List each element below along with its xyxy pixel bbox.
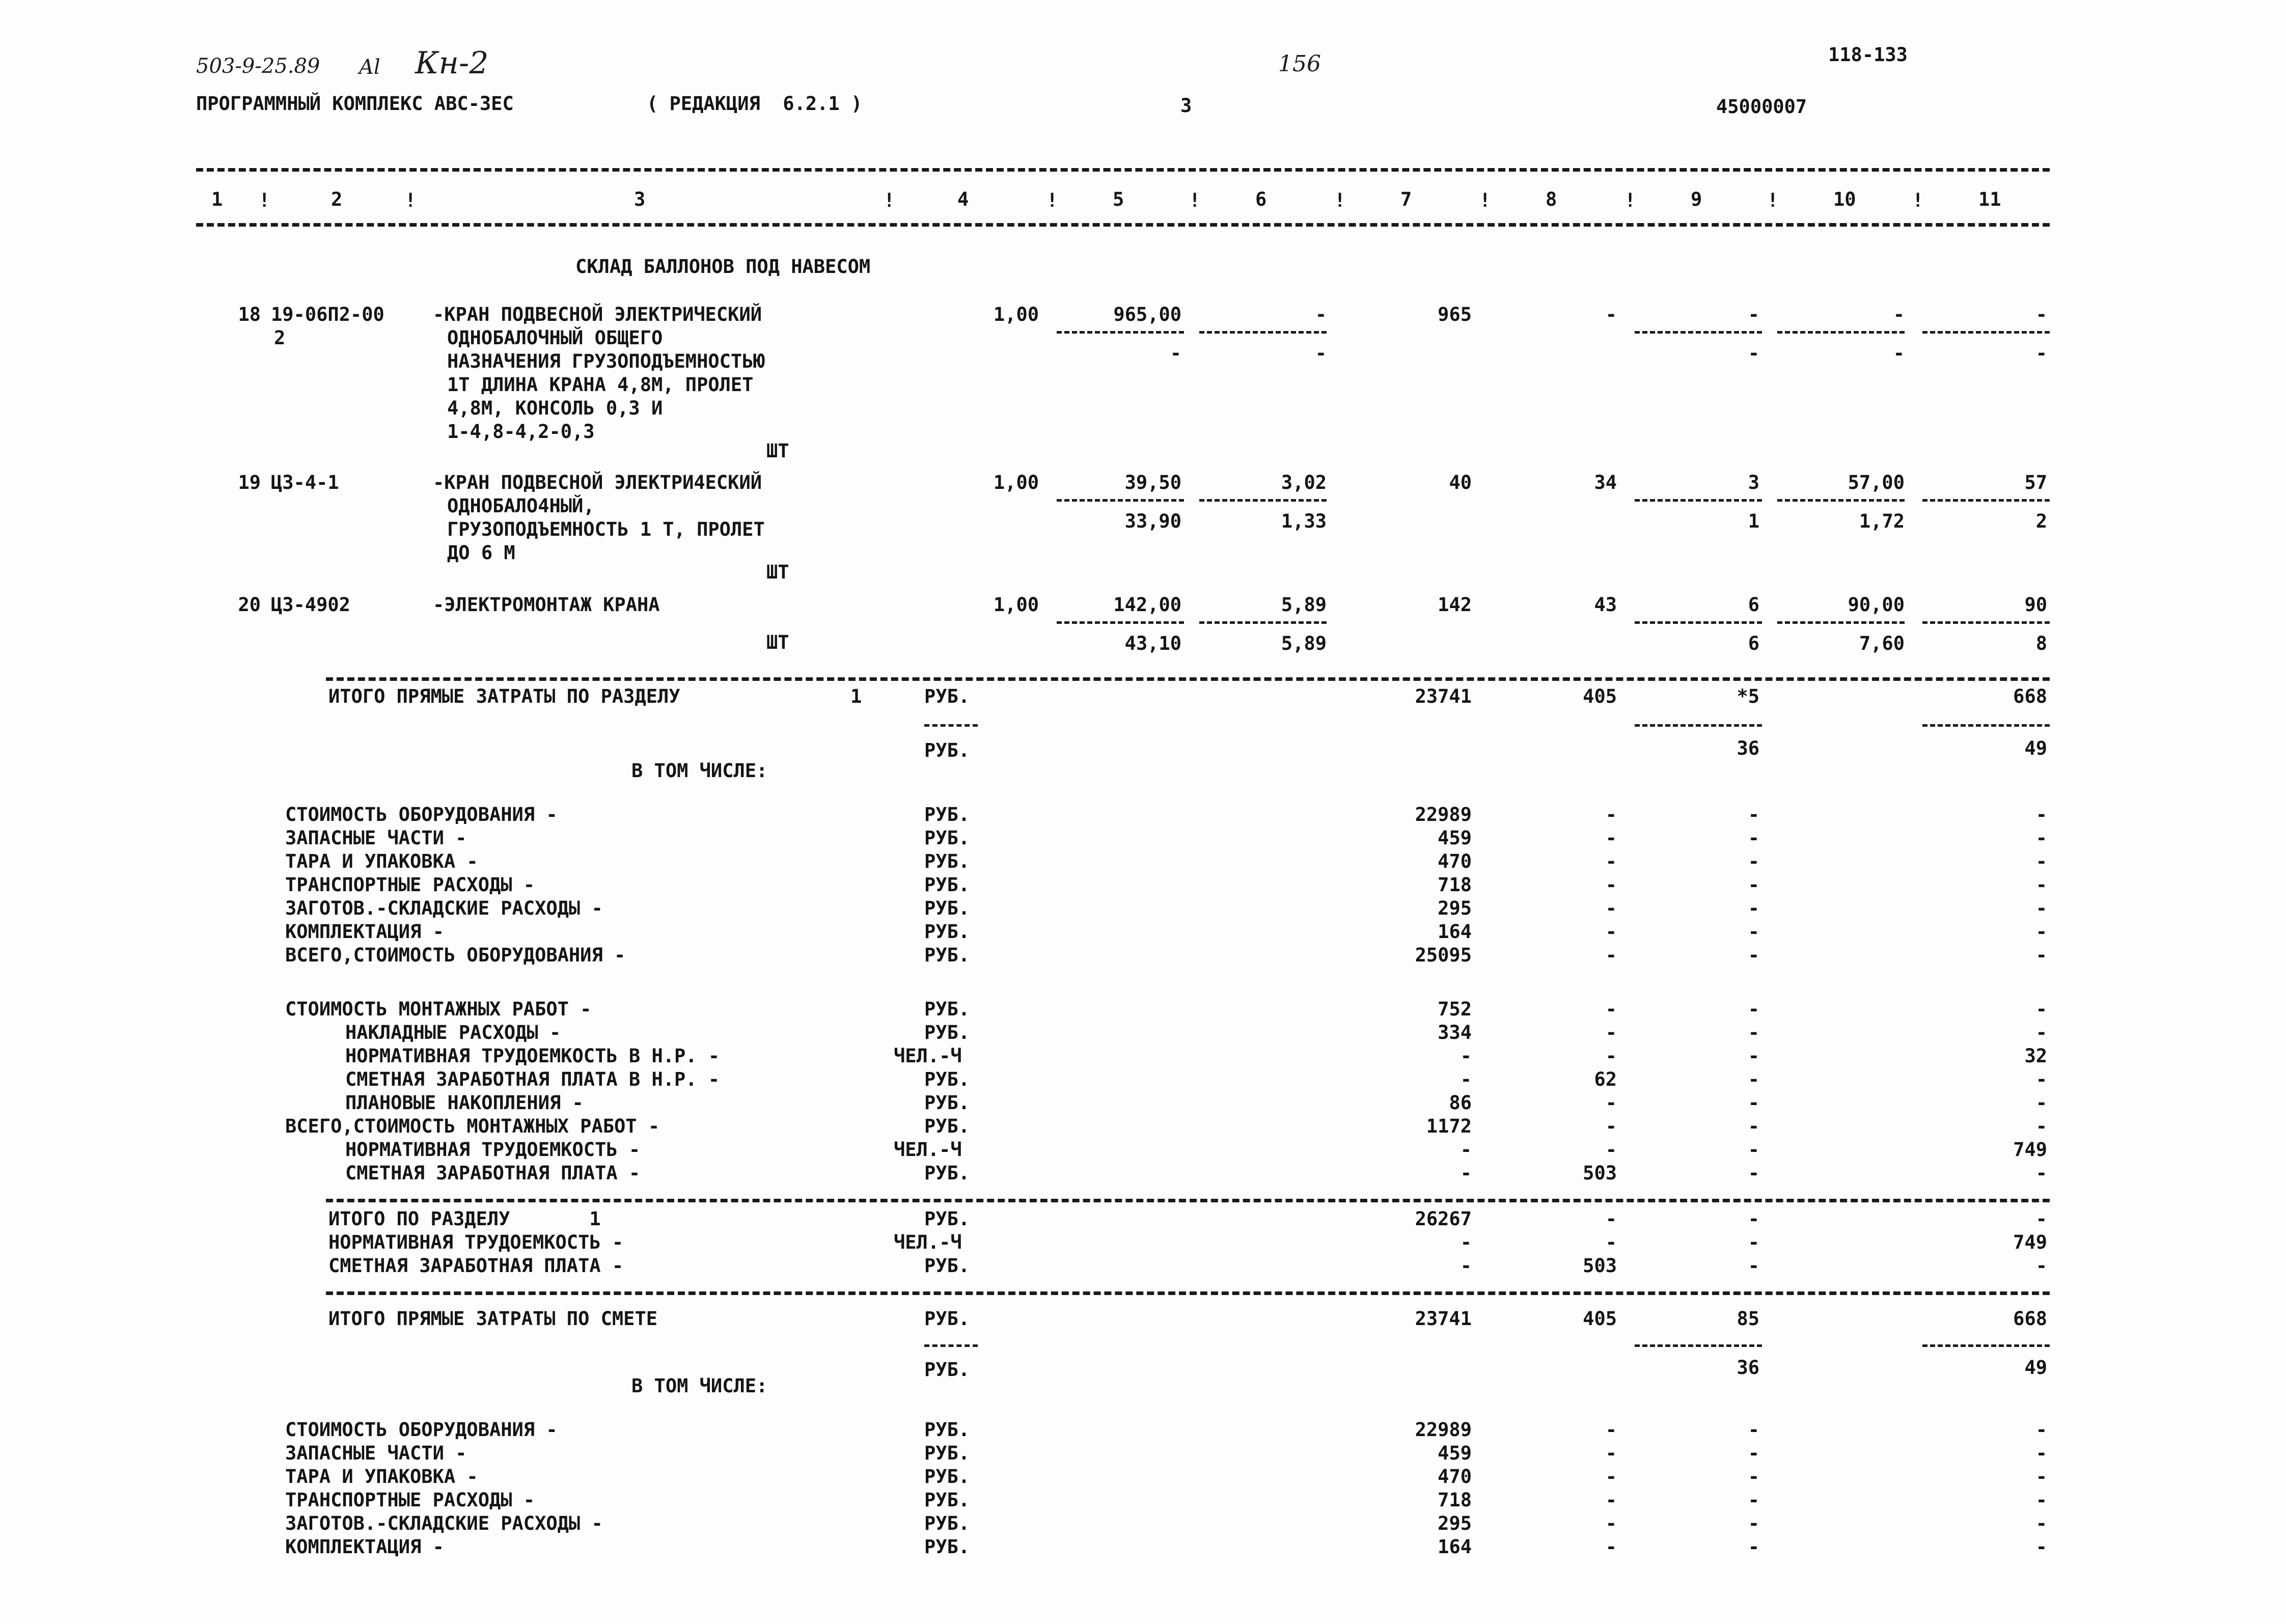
section-total-label: ИТОГО ПРЯМЫЕ ЗАТРАТЫ ПО РАЗДЕЛУ — [328, 685, 680, 707]
breakdown-c11: - — [2035, 897, 2047, 919]
breakdown-c8: - — [1605, 1115, 1617, 1137]
item-description-line: 4,8М, КОНСОЛЬ 0,3 И — [447, 397, 663, 419]
breakdown-c7: 752 — [1438, 998, 1472, 1020]
summary-c8: 503 — [1583, 1255, 1617, 1277]
item-unit: ШТ — [766, 631, 789, 653]
item-value-c4: 1,00 — [993, 304, 1039, 325]
value-rule — [1777, 621, 1905, 624]
breakdown-c7: 470 — [1438, 850, 1472, 872]
section-total-unit-2: РУБ. — [924, 739, 970, 761]
item-value-c10b: 1,72 — [1859, 510, 1905, 532]
breakdown-unit: РУБ. — [924, 874, 970, 896]
handwritten-book: Кн-2 — [415, 45, 489, 81]
breakdown-c9: - — [1748, 1139, 1759, 1161]
breakdown-unit: ЧЕЛ.-Ч — [894, 1139, 962, 1161]
breakdown-unit: РУБ. — [924, 1092, 970, 1114]
breakdown-c7: 164 — [1438, 921, 1472, 943]
section-total-c11b: 49 — [2024, 737, 2047, 759]
breakdown-unit: РУБ. — [924, 998, 970, 1020]
breakdown-label: ТАРА И УПАКОВКА - — [285, 850, 478, 872]
breakdown-c11: - — [2035, 804, 2047, 825]
value-rule — [1199, 621, 1327, 624]
summary-c11: 749 — [2013, 1231, 2047, 1253]
breakdown-c8: - — [1605, 921, 1617, 943]
breakdown-c9: - — [1748, 897, 1759, 919]
column-separator: ! — [1189, 189, 1201, 211]
estimate-total-c11: 668 — [2013, 1308, 2047, 1330]
column-number: 2 — [331, 188, 343, 210]
breakdown-c8: - — [1605, 1092, 1617, 1114]
breakdown-c8: - — [1605, 1536, 1617, 1558]
item-number: 20 — [238, 594, 261, 616]
summary-c7: 26267 — [1415, 1208, 1472, 1230]
breakdown-c11: - — [2035, 827, 2047, 849]
value-rule — [1057, 331, 1184, 334]
breakdown-c7: - — [1460, 1045, 1472, 1067]
item-value-c9b: 6 — [1748, 632, 1759, 654]
item-value-c11b: 2 — [2035, 510, 2047, 532]
value-rule — [1199, 499, 1327, 502]
breakdown-unit: РУБ. — [924, 804, 970, 825]
item-description-line: ОДНОБАЛО4НЫЙ, — [447, 495, 595, 517]
item-value-c5b: 43,10 — [1124, 632, 1181, 654]
section-total-c7: 23741 — [1415, 685, 1472, 707]
section-total-c9: *5 — [1737, 685, 1759, 707]
column-number: 8 — [1546, 188, 1557, 210]
item-value-c11b: 8 — [2035, 632, 2047, 654]
column-number: 7 — [1400, 188, 1412, 210]
item-number: 19 — [238, 472, 261, 493]
breakdown-c8: - — [1605, 850, 1617, 872]
value-rule — [1777, 331, 1905, 334]
breakdown-c9: - — [1748, 1115, 1759, 1137]
breakdown-c8: - — [1605, 874, 1617, 896]
item-description-line: 1-4,8-4,2-0,3 — [447, 421, 595, 443]
item-value-c6: 5,89 — [1281, 594, 1327, 616]
summary-label: НОРМАТИВНАЯ ТРУДОЕМКОСТЬ - — [328, 1231, 624, 1253]
breakdown-c7: 25095 — [1415, 944, 1472, 966]
item-value-c9b: - — [1748, 342, 1759, 364]
item-value-c7: 40 — [1449, 472, 1472, 493]
estimate-total-c7: 23741 — [1415, 1308, 1472, 1330]
breakdown-c9: - — [1748, 874, 1759, 896]
breakdown-c7: 86 — [1449, 1092, 1472, 1114]
breakdown-c11: - — [2035, 1466, 2047, 1488]
including-heading: В ТОМ ЧИСЛЕ: — [631, 760, 768, 782]
column-separator: ! — [405, 189, 417, 211]
summary-label: ИТОГО ПО РАЗДЕЛУ 1 — [328, 1208, 601, 1230]
breakdown-c7: 718 — [1438, 874, 1472, 896]
item-value-c6b: - — [1315, 342, 1327, 364]
value-rule — [1922, 724, 2050, 727]
section-summary-rule — [326, 1199, 2050, 1202]
breakdown-c9: - — [1748, 1489, 1759, 1511]
breakdown-c9: - — [1748, 921, 1759, 943]
column-number: 9 — [1691, 188, 1702, 210]
breakdown-unit: РУБ. — [924, 897, 970, 919]
breakdown-c7: 1172 — [1426, 1115, 1472, 1137]
breakdown-c7: - — [1460, 1139, 1472, 1161]
column-number: 5 — [1113, 188, 1124, 210]
breakdown-label: ЗАПАСНЫЕ ЧАСТИ - — [285, 1442, 467, 1464]
breakdown-label: ВСЕГО,СТОИМОСТЬ МОНТАЖНЫХ РАБОТ - — [285, 1115, 660, 1137]
item-value-c10b: 7,60 — [1859, 632, 1905, 654]
item-value-c11: 90 — [2024, 594, 2047, 616]
breakdown-c7: - — [1460, 1162, 1472, 1184]
breakdown-c8: - — [1605, 1139, 1617, 1161]
summary-c7: - — [1460, 1255, 1472, 1277]
item-value-c6b: 5,89 — [1281, 632, 1327, 654]
item-value-c10: 57,00 — [1848, 472, 1905, 493]
item-value-c11: 57 — [2024, 472, 2047, 493]
breakdown-c8: - — [1605, 1442, 1617, 1464]
edition: ( РЕДАКЦИЯ 6.2.1 ) — [647, 93, 863, 115]
item-unit: ШТ — [766, 440, 789, 462]
breakdown-unit: РУБ. — [924, 1115, 970, 1137]
breakdown-unit: РУБ. — [924, 1536, 970, 1558]
estimate-total-c8: 405 — [1583, 1308, 1617, 1330]
item-description-line: ОДНОБАЛОЧНЫЙ ОБЩЕГО — [447, 327, 663, 349]
breakdown-unit: РУБ. — [924, 850, 970, 872]
breakdown-c7: 718 — [1438, 1489, 1472, 1511]
column-separator: ! — [1334, 189, 1346, 211]
breakdown-c8: - — [1605, 1466, 1617, 1488]
breakdown-c11: - — [2035, 944, 2047, 966]
item-description-line: -КРАН ПОДВЕСНОЙ ЭЛЕКТРИЧЕСКИЙ — [433, 304, 762, 325]
breakdown-c8: 62 — [1594, 1068, 1617, 1090]
value-rule — [1635, 499, 1762, 502]
breakdown-c7: 470 — [1438, 1466, 1472, 1488]
breakdown-c11: - — [2035, 1512, 2047, 1534]
breakdown-label: ВСЕГО,СТОИМОСТЬ ОБОРУДОВАНИЯ - — [285, 944, 626, 966]
value-rule — [1635, 724, 1762, 727]
breakdown-c11: 32 — [2024, 1045, 2047, 1067]
breakdown-c8: - — [1605, 1045, 1617, 1067]
estimate-total-label: ИТОГО ПРЯМЫЕ ЗАТРАТЫ ПО СМЕТЕ — [328, 1308, 658, 1330]
item-unit: ШТ — [766, 561, 789, 583]
document-code: 45000007 — [1716, 96, 1807, 118]
breakdown-unit: РУБ. — [924, 1466, 970, 1488]
breakdown-label: СМЕТНАЯ ЗАРАБОТНАЯ ПЛАТА - — [345, 1162, 641, 1184]
item-description-line: -КРАН ПОДВЕСНОЙ ЭЛЕКТРИ4ЕСКИЙ — [433, 472, 762, 493]
breakdown-c9: - — [1748, 1512, 1759, 1534]
item-value-c9: 3 — [1748, 472, 1759, 493]
summary-c7: - — [1460, 1231, 1472, 1253]
value-rule — [1057, 499, 1184, 502]
program-title: ПРОГРАММНЫЙ КОМПЛЕКС АВС-ЗЕС — [196, 93, 514, 115]
breakdown-c7: 164 — [1438, 1536, 1472, 1558]
column-number: 11 — [1978, 188, 2001, 210]
item-value-c4: 1,00 — [993, 594, 1039, 616]
value-rule — [1922, 621, 2050, 624]
breakdown-unit: РУБ. — [924, 1442, 970, 1464]
breakdown-label: ЗАГОТОВ.-СКЛАДСКИЕ РАСХОДЫ - — [285, 1512, 603, 1534]
breakdown-c11: - — [2035, 1536, 2047, 1558]
breakdown-unit: РУБ. — [924, 1068, 970, 1090]
breakdown-c8: - — [1605, 1022, 1617, 1043]
column-separator: ! — [1046, 189, 1058, 211]
section-total-rule — [326, 677, 2050, 681]
breakdown-c8: 503 — [1583, 1162, 1617, 1184]
breakdown-label: ЗАГОТОВ.-СКЛАДСКИЕ РАСХОДЫ - — [285, 897, 603, 919]
item-value-c5: 965,00 — [1113, 304, 1181, 325]
breakdown-label: НОРМАТИВНАЯ ТРУДОЕМКОСТЬ - — [345, 1139, 641, 1161]
breakdown-label: СТОИМОСТЬ ОБОРУДОВАНИЯ - — [285, 1419, 558, 1441]
breakdown-c9: - — [1748, 1045, 1759, 1067]
item-value-c10: - — [1893, 304, 1905, 325]
page-number: 3 — [1180, 95, 1192, 117]
breakdown-c7: 22989 — [1415, 1419, 1472, 1441]
item-description-line: 1Т ДЛИНА КРАНА 4,8М, ПРОЛЕТ — [447, 374, 754, 396]
summary-c11: - — [2035, 1208, 2047, 1230]
breakdown-c11: - — [2035, 1419, 2047, 1441]
item-code-continuation: 2 — [274, 327, 286, 349]
column-number: 6 — [1255, 188, 1267, 210]
summary-unit: РУБ. — [924, 1255, 970, 1277]
breakdown-c11: - — [2035, 1442, 2047, 1464]
item-description-line: -ЭЛЕКТРОМОНТАЖ КРАНА — [433, 594, 660, 616]
item-value-c11b: - — [2035, 342, 2047, 364]
item-code: Ц3-4902 — [271, 594, 350, 616]
item-code: 19-06П2-00 — [271, 304, 384, 325]
item-value-c9: 6 — [1748, 594, 1759, 616]
item-value-c7: 142 — [1438, 594, 1472, 616]
including-heading: В ТОМ ЧИСЛЕ: — [631, 1375, 768, 1397]
breakdown-c9: - — [1748, 1466, 1759, 1488]
breakdown-unit: РУБ. — [924, 921, 970, 943]
breakdown-c11: - — [2035, 1115, 2047, 1137]
breakdown-c11: - — [2035, 874, 2047, 896]
summary-c9: - — [1748, 1231, 1759, 1253]
breakdown-unit: РУБ. — [924, 1489, 970, 1511]
item-description-line: ГРУЗОПОДЪЕМНОСТЬ 1 Т, ПРОЛЕТ — [447, 518, 765, 540]
breakdown-label: КОМПЛЕКТАЦИЯ - — [285, 1536, 444, 1558]
breakdown-unit: РУБ. — [924, 1162, 970, 1184]
item-value-c4: 1,00 — [993, 472, 1039, 493]
breakdown-c9: - — [1748, 1419, 1759, 1441]
breakdown-unit: ЧЕЛ.-Ч — [894, 1045, 962, 1067]
item-value-c8: 43 — [1594, 594, 1617, 616]
breakdown-label: ЗАПАСНЫЕ ЧАСТИ - — [285, 827, 467, 849]
value-rule — [1199, 331, 1327, 334]
breakdown-c9: - — [1748, 944, 1759, 966]
breakdown-c8: - — [1605, 1419, 1617, 1441]
breakdown-c7: - — [1460, 1068, 1472, 1090]
summary-c9: - — [1748, 1208, 1759, 1230]
breakdown-label: КОМПЛЕКТАЦИЯ - — [285, 921, 444, 943]
breakdown-c9: - — [1748, 1092, 1759, 1114]
estimate-total-c9b: 36 — [1737, 1357, 1759, 1379]
header-rule-bottom — [196, 223, 2050, 227]
handwritten-album: Al — [359, 56, 380, 79]
estimate-total-c9: 85 — [1737, 1308, 1759, 1330]
handwritten-page-number: 156 — [1278, 51, 1321, 77]
breakdown-c8: - — [1605, 998, 1617, 1020]
breakdown-c11: - — [2035, 1162, 2047, 1184]
breakdown-unit: РУБ. — [924, 827, 970, 849]
breakdown-c8: - — [1605, 944, 1617, 966]
breakdown-label: ТАРА И УПАКОВКА - — [285, 1466, 478, 1488]
item-value-c6: - — [1315, 304, 1327, 325]
section-total-unit: РУБ. — [924, 685, 970, 707]
value-rule — [1922, 331, 2050, 334]
breakdown-c11: - — [2035, 850, 2047, 872]
breakdown-label: СТОИМОСТЬ МОНТАЖНЫХ РАБОТ - — [285, 998, 592, 1020]
breakdown-label: ТРАНСПОРТНЫЕ РАСХОДЫ - — [285, 1489, 535, 1511]
item-value-c8: 34 — [1594, 472, 1617, 493]
item-value-c5: 39,50 — [1124, 472, 1181, 493]
summary-unit: ЧЕЛ.-Ч — [894, 1231, 962, 1253]
breakdown-c11: - — [2035, 998, 2047, 1020]
breakdown-c11: - — [2035, 1092, 2047, 1114]
breakdown-c7: 295 — [1438, 897, 1472, 919]
breakdown-label: ТРАНСПОРТНЫЕ РАСХОДЫ - — [285, 874, 535, 896]
item-value-c5: 142,00 — [1113, 594, 1181, 616]
item-value-c10b: - — [1893, 342, 1905, 364]
item-value-c6b: 1,33 — [1281, 510, 1327, 532]
unit-rule — [924, 1344, 978, 1347]
value-rule — [1777, 499, 1905, 502]
value-rule — [1057, 621, 1184, 624]
estimate-total-c11b: 49 — [2024, 1357, 2047, 1379]
value-rule — [1635, 621, 1762, 624]
column-separator: ! — [1624, 189, 1636, 211]
breakdown-c7: 334 — [1438, 1022, 1472, 1043]
breakdown-c9: - — [1748, 1022, 1759, 1043]
breakdown-c9: - — [1748, 1068, 1759, 1090]
item-value-c6: 3,02 — [1281, 472, 1327, 493]
breakdown-unit: РУБ. — [924, 1512, 970, 1534]
column-separator: ! — [259, 189, 270, 211]
breakdown-label: НАКЛАДНЫЕ РАСХОДЫ - — [345, 1022, 561, 1043]
item-value-c5b: - — [1170, 342, 1181, 364]
breakdown-c9: - — [1748, 827, 1759, 849]
breakdown-label: НОРМАТИВНАЯ ТРУДОЕМКОСТЬ В Н.Р. - — [345, 1045, 720, 1067]
breakdown-c8: - — [1605, 804, 1617, 825]
breakdown-c9: - — [1748, 1442, 1759, 1464]
breakdown-c8: - — [1605, 827, 1617, 849]
summary-c11: - — [2035, 1255, 2047, 1277]
breakdown-c9: - — [1748, 850, 1759, 872]
item-number: 18 — [238, 304, 261, 325]
item-value-c9b: 1 — [1748, 510, 1759, 532]
breakdown-c11: - — [2035, 1022, 2047, 1043]
column-separator: ! — [1912, 189, 1924, 211]
section-total-c8: 405 — [1583, 685, 1617, 707]
summary-label: СМЕТНАЯ ЗАРАБОТНАЯ ПЛАТА - — [328, 1255, 624, 1277]
item-description-line: ДО 6 М — [447, 542, 515, 564]
breakdown-unit: РУБ. — [924, 1419, 970, 1441]
breakdown-unit: РУБ. — [924, 944, 970, 966]
section-total-number: 1 — [850, 685, 862, 707]
section-title: СКЛАД БАЛЛОНОВ ПОД НАВЕСОМ — [575, 256, 871, 278]
breakdown-c11: - — [2035, 1068, 2047, 1090]
estimate-total-unit: РУБ. — [924, 1308, 970, 1330]
breakdown-c9: - — [1748, 1536, 1759, 1558]
breakdown-c7: 22989 — [1415, 804, 1472, 825]
column-separator: ! — [1767, 189, 1779, 211]
column-number: 1 — [211, 188, 223, 210]
sheet-code: 118-133 — [1828, 44, 1908, 66]
breakdown-c7: 459 — [1438, 827, 1472, 849]
column-number: 3 — [634, 188, 646, 210]
item-code: Ц3-4-1 — [271, 472, 339, 493]
breakdown-unit: РУБ. — [924, 1022, 970, 1043]
item-value-c9: - — [1748, 304, 1759, 325]
value-rule — [1922, 1344, 2050, 1347]
unit-rule — [924, 724, 978, 727]
breakdown-c11: 749 — [2013, 1139, 2047, 1161]
breakdown-c8: - — [1605, 1489, 1617, 1511]
summary-unit: РУБ. — [924, 1208, 970, 1230]
item-value-c5b: 33,90 — [1124, 510, 1181, 532]
breakdown-c9: - — [1748, 804, 1759, 825]
section-total-c9b: 36 — [1737, 737, 1759, 759]
breakdown-label: СМЕТНАЯ ЗАРАБОТНАЯ ПЛАТА В Н.Р. - — [345, 1068, 720, 1090]
column-separator: ! — [1479, 189, 1491, 211]
breakdown-c8: - — [1605, 897, 1617, 919]
breakdown-c7: 295 — [1438, 1512, 1472, 1534]
handwritten-reference: 503-9-25.89 — [196, 54, 320, 78]
value-rule — [1635, 1344, 1762, 1347]
breakdown-c11: - — [2035, 1489, 2047, 1511]
item-value-c7: 965 — [1438, 304, 1472, 325]
header-rule-top — [196, 168, 2050, 172]
column-number: 10 — [1833, 188, 1856, 210]
item-value-c11: - — [2035, 304, 2047, 325]
estimate-total-rule — [326, 1291, 2050, 1295]
breakdown-c9: - — [1748, 1162, 1759, 1184]
breakdown-label: СТОИМОСТЬ ОБОРУДОВАНИЯ - — [285, 804, 558, 825]
breakdown-c8: - — [1605, 1512, 1617, 1534]
summary-c8: - — [1605, 1231, 1617, 1253]
item-value-c10: 90,00 — [1848, 594, 1905, 616]
value-rule — [1922, 499, 2050, 502]
column-separator: ! — [884, 189, 895, 211]
breakdown-c11: - — [2035, 921, 2047, 943]
summary-c9: - — [1748, 1255, 1759, 1277]
section-total-c11: 668 — [2013, 685, 2047, 707]
breakdown-c7: 459 — [1438, 1442, 1472, 1464]
breakdown-c9: - — [1748, 998, 1759, 1020]
estimate-total-unit-2: РУБ. — [924, 1359, 970, 1381]
column-number: 4 — [957, 188, 969, 210]
breakdown-label: ПЛАНОВЫЕ НАКОПЛЕНИЯ - — [345, 1092, 584, 1114]
item-value-c8: - — [1605, 304, 1617, 325]
summary-c8: - — [1605, 1208, 1617, 1230]
value-rule — [1635, 331, 1762, 334]
item-description-line: НАЗНАЧЕНИЯ ГРУЗОПОДЪЕМНОСТЬЮ — [447, 350, 765, 372]
